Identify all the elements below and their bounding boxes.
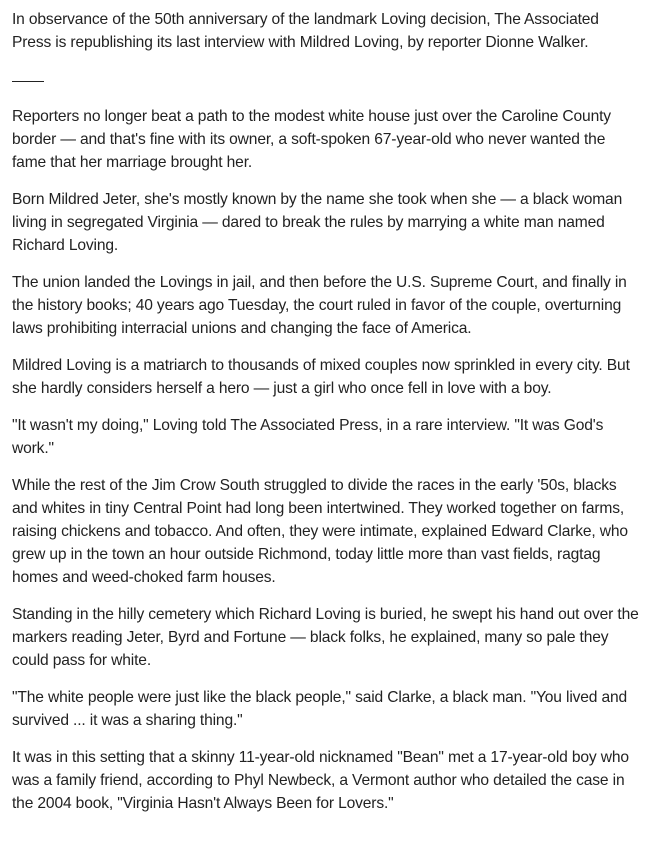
article-paragraph-5: "It wasn't my doing," Loving told The Associated Press, in a rare interview. "It was God's work." — [12, 417, 604, 457]
article-paragraph-4: Mildred Loving is a matriarch to thousands of mixed couples now sprinkled in every city. But she hardly considers herself a hero — just a girl who once fell in love with a boy. — [12, 357, 630, 397]
article-paragraph-3: The union landed the Lovings in jail, and then before the U.S. Supreme Court, and finally in the history books; 40 years ago Tuesday, the court ruled in favor of the couple, overturning laws prohibiting interracial unions and changing the face of America. — [12, 274, 627, 337]
article-paragraph-1: Reporters no longer beat a path to the modest white house just over the Caroline County border — and that's fine with its owner, a soft-spoken 67-year-old who never wanted the fame that her marriage brought her. — [12, 108, 611, 171]
article-paragraph-9: It was in this setting that a skinny 11-year-old nicknamed "Bean" met a 17-year-old boy who was a family friend, according to Phyl Newbeck, a Vermont author who detailed the case in the 2004 book, "Virginia Hasn't Always Been for Lovers." — [12, 749, 629, 812]
article-paragraph-2: Born Mildred Jeter, she's mostly known by the name she took when she — a black woman living in segregated Virginia — dared to break the rules by marrying a white man named Richard Loving. — [12, 191, 623, 254]
article-paragraph-8: "The white people were just like the black people," said Clarke, a black man. "You lived and survived ... it was a sharing thing." — [12, 689, 628, 729]
divider-line — [12, 81, 44, 82]
article-paragraph-6: While the rest of the Jim Crow South struggled to divide the races in the early '50s, blacks and whites in tiny Central Point had long been intertwined. They worked together on farms, raising chickens and tobacco. And often, they were intimate, explained Edward Clarke, who grew up in the town an hour outside Richmond, today little more than vast fields, ragtag homes and weed-choked farm houses. — [12, 477, 628, 586]
intro-paragraph: In observance of the 50th anniversary of the landmark Loving decision, The Associated Press is republishing its last interview with Mildred Loving, by reporter Dionne Walker. — [12, 11, 599, 51]
article-paragraph-7: Standing in the hilly cemetery which Richard Loving is buried, he swept his hand out over the markers reading Jeter, Byrd and Fortune — black folks, he explained, many so pale they could pass for white. — [12, 606, 639, 669]
section-divider — [12, 68, 642, 91]
